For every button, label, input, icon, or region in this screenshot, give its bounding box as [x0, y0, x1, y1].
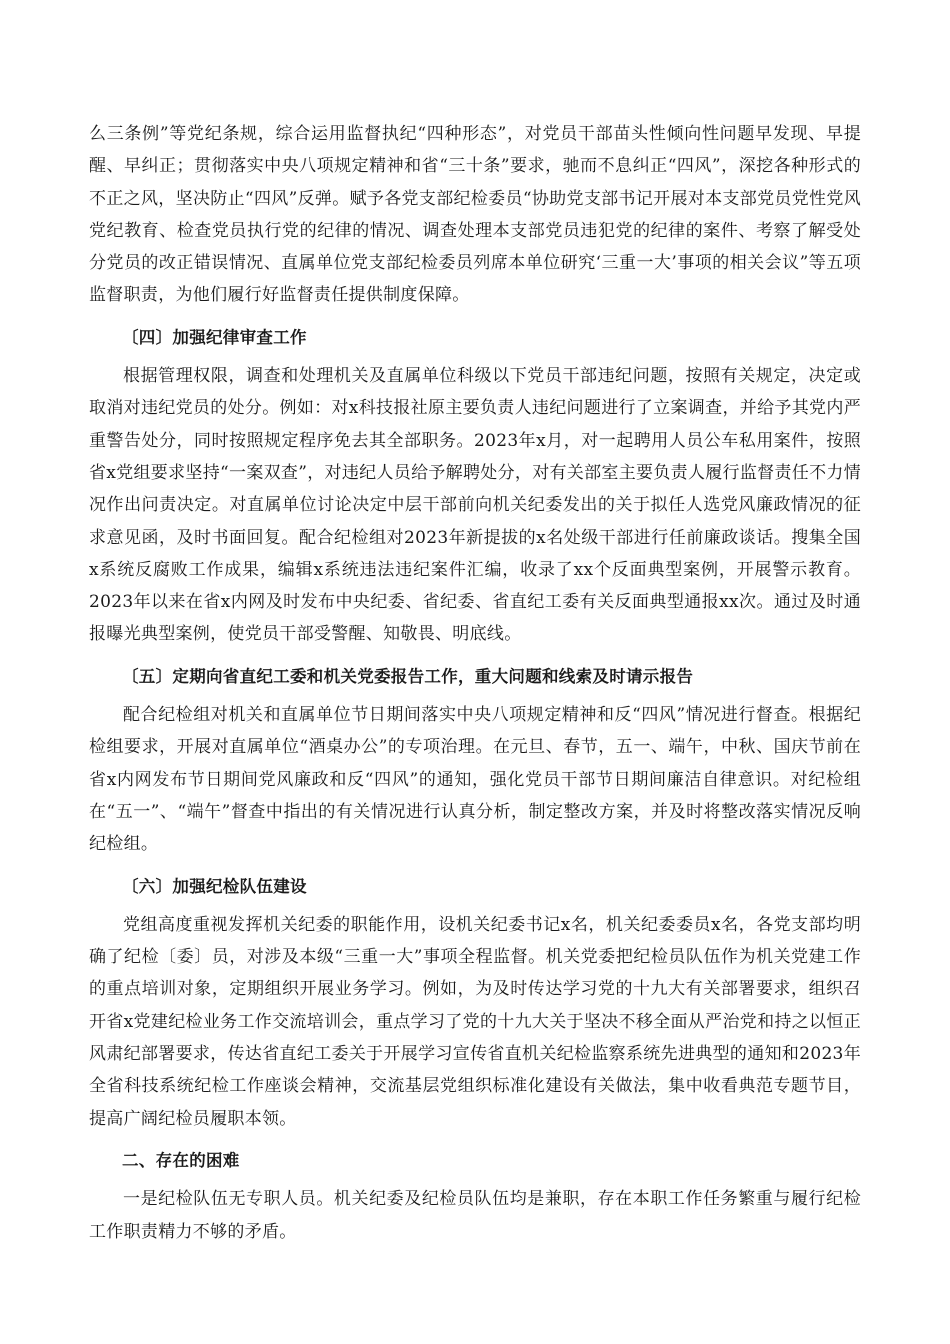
heading-section-4: 〔四〕加强纪律审查工作	[122, 327, 307, 347]
heading-difficulties: 二、存在的困难	[122, 1150, 240, 1170]
document-page	[89, 118, 861, 1248]
paragraph-continued: 么三条例”等党纪条规，综合运用监督执纪“四种形态”，对党员干部苗头性倾向性问题早发现、早提醒、早纠正；贯彻落实中央八项规定精神和省“三十条”要求，驰而不息纠正“四风”，深挖各种形式的不正之风，坚决防止“四风”反弹。赋予各党支部纪检委员“协助党支部书记开展对本支部党员党性党风党纪教育、检查党员执行党的纪律的情况、调查处理本支部党员违犯党的纪律的案件、考察了解受处分党员的改正错误情况、直属单位党支部纪检委员列席本单位研究‘三重一大’事项的相关会议”等五项监督职责，为他们履行好监督责任提供制度保障。	[89, 124, 861, 306]
paragraph-section-4: 根据管理权限，调查和处理机关及直属单位科级以下党员干部违纪问题，按照有关规定，决定或取消对违纪党员的处分。例如：对x科技报社原主要负责人违纪问题进行了立案调查，并给予其党内严重警告处分，同时按照规定程序免去其全部职务。2023年x月，对一起聘用人员公车私用案件，按照省x党组要求坚持“一案双查”，对违纪人员给予解聘处分，对有关部室主要负责人履行监督责任不力情况作出问责决定。对直属单位讨论决定中层干部前向机关纪委发出的关于拟任人选党风廉政情况的征求意见函，及时书面回复。配合纪检组对2023年新提拔的x名处级干部进行任前廉政谈话。搜集全国x系统反腐败工作成果，编辑x系统违法违纪案件汇编，收录了xx个反面典型案例，开展警示教育。2023年以来在省x内网及时发布中央纪委、省纪委、省直纪工委有关反面典型通报xx次。通过及时通报曝光典型案例，使党员干部受警醒、知敬畏、明底线。	[89, 366, 861, 645]
heading-section-6: 〔六〕加强纪检队伍建设	[122, 876, 307, 896]
paragraph-section-5: 配合纪检组对机关和直属单位节日期间落实中央八项规定精神和反“四风”情况进行督查。根据纪检组要求，开展对直属单位“酒桌办公”的专项治理。在元旦、春节，五一、端午，中秋、国庆节前在省x内网发布节日期间党风廉政和反“四风”的通知，强化党员干部节日期间廉洁自律意识。对纪检组在“五一”、“端午”督查中指出的有关情况进行认真分析，制定整改方案，并及时将整改落实情况反响纪检组。	[89, 705, 861, 855]
heading-section-5: 〔五〕定期向省直纪工委和机关党委报告工作，重大问题和线索及时请示报告	[122, 666, 694, 686]
paragraph-difficulty-1: 一是纪检队伍无专职人员。机关纪委及纪检员队伍均是兼职，存在本职工作任务繁重与履行纪检工作职责精力不够的矛盾。	[89, 1189, 861, 1242]
paragraph-section-6: 党组高度重视发挥机关纪委的职能作用，设机关纪委书记x名，机关纪委委员x名，各党支部均明确了纪检〔委〕员，对涉及本级“三重一大”事项全程监督。机关党委把纪检员队伍作为机关党建工作的重点培训对象，定期组织开展业务学习。例如，为及时传达学习党的十九大有关部署要求，组织召开省x党建纪检业务工作交流培训会，重点学习了党的十九大关于坚决不移全面从严治党和持之以恒正风肃纪部署要求，传达省直纪工委关于开展学习宣传省直机关纪检监察系统先进典型的通知和2023年全省科技系统纪检工作座谈会精神，交流基层党组织标准化建设有关做法，集中收看典范专题节目，提高广阔纪检员履职本领。	[89, 914, 861, 1129]
